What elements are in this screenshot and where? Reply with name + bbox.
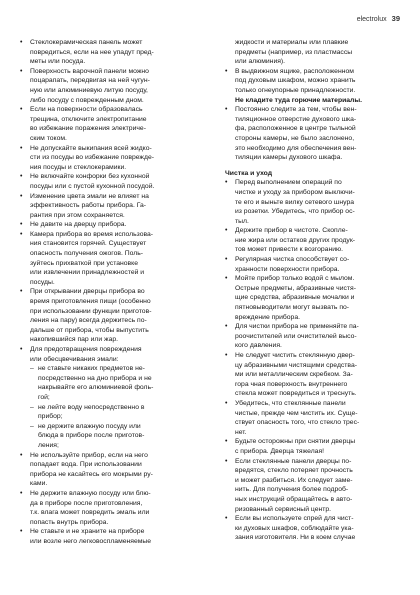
bullet-item-continuation: ским током. <box>30 134 67 142</box>
bullet-item-continuation: или возле него легковоспламеняемые <box>30 537 152 545</box>
bullet-item-continuation: ных инструкций обращайтесь в авто- <box>235 495 353 503</box>
bullet-item-continuation: попадает вода. При использовании <box>30 461 142 469</box>
bullet-item-continuation: поцарапать, передвигая на ней чугун- <box>30 77 150 85</box>
bullet-item-line: • В выдвижном ящике, расположенном <box>225 67 397 77</box>
bullet-item-continuation: трещина, отключите электропитание <box>30 115 147 123</box>
bullet-item-continuation: и может разбиться. Их следует замe- <box>235 476 353 484</box>
bullet-item-continuation: попасть внутрь прибора. <box>30 518 109 526</box>
bullet-item-continuation: из розетки. Убедитесь, что прибор ос- <box>235 208 355 216</box>
bullet-item-continuation: ния посуды и стеклокерамики. <box>30 163 127 171</box>
bullet-item-continuation: тиляции камеры духового шкафа. <box>235 154 343 162</box>
bullet-item-line: • Изменение цвета эмали не влияет на <box>20 192 192 202</box>
bullet-item-line: • Камера прибора во время использова- <box>20 230 192 240</box>
bullet-item-continuation: ризованный сервисный центр. <box>235 505 332 513</box>
bullet-item-continuation: ную или алюминиевую литую посуду, <box>30 86 148 94</box>
bullet-item-continuation: чистые, прежде чем чистить их. Суще- <box>235 409 358 417</box>
bullet-item-continuation: эффективность работы прибора. Га- <box>30 202 147 210</box>
bullet-item-continuation: ками. <box>30 480 48 488</box>
bullet-item-continuation: посуды или с пустой кухонной посудой. <box>30 182 155 190</box>
bullet-item-continuation: либо посуду с поврежденным дном. <box>30 96 144 104</box>
bullet-item-continuation: чистке и уходу за прибором выключи- <box>235 188 355 196</box>
bullet-item-line: • Для предотвращения повреждения <box>20 345 192 355</box>
bullet-item-continuation: щие средства, абразивные мочалки и <box>235 294 355 302</box>
bullet-item-continuation: нет. <box>235 428 247 436</box>
bullet-item-continuation: меты или посуда. <box>30 58 86 66</box>
bullet-item-continuation: или обесцвечивания эмали: <box>30 355 119 363</box>
dash-item-line: – не лейте воду непосредственно в <box>20 403 192 413</box>
bullet-item-line: • Убедитесь, что стеклянные панели <box>225 399 397 409</box>
bullet-item-continuation: вреждение прибора. <box>235 313 300 321</box>
bullet-item-continuation: время приготовления пищи (особенно <box>30 298 151 306</box>
bullet-item-continuation: кого давления. <box>235 342 282 350</box>
bullet-item-continuation: фа, расположенное в центре тыльной <box>235 125 356 133</box>
bullet-item-continuation: зания изготовителя. Ни в коем случае <box>235 534 356 542</box>
bullet-item-line: • Не давите на дверцу прибора. <box>20 220 192 230</box>
bullet-item-continuation: зуйтесь прихваткой при установке <box>30 259 138 267</box>
bullet-item-line: • Если вы используете спрей для чист- <box>225 514 397 524</box>
dash-item-continuation: посредственно на дно прибора и не <box>38 374 152 382</box>
bullet-item-continuation: это необходимо для обеспечения вен- <box>235 144 357 152</box>
bullet-item-continuation: ropa чная поверхность внутреннего <box>235 380 348 388</box>
bullet-item-continuation: только огнеупорные принадлежности. <box>235 86 356 94</box>
bullet-item-continuation: тов может привести к возгоранию. <box>235 246 343 254</box>
bullet-item-continuation: прибора не касайтесь его мокрыми ру- <box>30 470 153 478</box>
bullet-item-continuation: тыл. <box>235 217 249 225</box>
bullet-item-continuation: ние жира или остатков других продук- <box>235 236 356 244</box>
dash-item-line: – не ставьте никаких предметов не- <box>20 364 192 374</box>
bullet-item-line: • Будьте осторожны при снятии дверцы <box>225 437 397 447</box>
bullet-item-continuation: жидкости и материалы или плавкие <box>235 39 349 46</box>
dash-item-line: – не держите влажную посуду или <box>20 422 192 432</box>
bullet-item-continuation: посуды. <box>30 278 55 286</box>
bullet-item-line: • Постоянно следите за тем, чтобы вен- <box>225 105 397 115</box>
bullet-item-continuation: хранности поверхности прибора. <box>235 265 340 273</box>
bullet-item-continuation: с прибора. Дверца тяжелая! <box>235 447 325 455</box>
left-column <box>20 38 192 546</box>
dash-item-continuation: блюда в приборе после приготов- <box>38 432 145 440</box>
bullet-item-line: • Держите прибор в чистоте. Скопле- <box>225 226 397 236</box>
bullet-item-line: • Не используйте прибор, если на него <box>20 451 192 461</box>
bullet-item-continuation: нить. Для получения более подроб- <box>235 486 349 494</box>
bullet-item-continuation: под духовым шкафом, можно хранить <box>235 77 356 85</box>
bullet-item-continuation: ствует опасность того, что стекло трес- <box>235 419 360 427</box>
bullet-item-line: • Стеклокерамическая панель может <box>20 38 192 48</box>
bullet-item-continuation: стороны камеры, не было заслонено, <box>235 134 355 142</box>
bullet-item-line: • Не держите влажную посуду или блю- <box>20 489 192 499</box>
bullet-item-continuation: опасность получения ожогов. Поль- <box>30 250 144 258</box>
dash-item-continuation: ления; <box>38 441 59 449</box>
bullet-item-line: • Не ставьте и не храните на приборе <box>20 527 192 537</box>
page-number: 39 <box>391 14 400 23</box>
bullet-item-continuation: те его и выньте вилку сетевого шнура <box>235 198 355 206</box>
brand-name: electrolux <box>356 16 387 23</box>
page-header <box>357 14 400 23</box>
bullet-item-continuation: цу абразивными чистящими средства- <box>235 361 357 369</box>
bullet-item-line: • Если на поверхности образовалась <box>20 105 192 115</box>
bullet-item-continuation: повредиться, если на нее упадут пред- <box>30 48 154 56</box>
dash-item-continuation: гой; <box>38 393 50 401</box>
dash-item-continuation: накрывайте его алюминиевой фоль- <box>38 384 154 392</box>
bullet-item-line: • Не следует чистить стеклянную двер- <box>225 351 397 361</box>
bullet-item-line: • Мойте прибор только водой с мылом. <box>225 274 397 284</box>
bullet-item-continuation: сти из посуды во избежание поврежде- <box>30 154 154 162</box>
bullet-item-line: • Для чистки прибора не применяйте па- <box>225 322 397 332</box>
bullet-item-continuation: дальше от прибора, чтобы выпустить <box>30 326 149 334</box>
bullet-item-line: • Если стеклянные панели дверцы по- <box>225 457 397 467</box>
bullet-item-continuation: т.к. влага может повредить эмаль или <box>30 509 150 517</box>
bullet-item-continuation: ми или металлическим скребком. За- <box>235 371 353 379</box>
bullet-item-continuation: или алюминия). <box>235 58 286 66</box>
bullet-item-continuation: тиляционное отверстие духового шка- <box>235 115 357 123</box>
bullet-item-continuation: роочистителей или очистителей высо- <box>235 332 357 340</box>
bullet-item-continuation: во избежание поражения электриче- <box>30 125 146 133</box>
bullet-item-line: • Не допускайте выкипания всей жидко- <box>20 144 192 154</box>
bullet-item-continuation: пятновыводители могут вызвать по- <box>235 304 350 312</box>
bullet-item-continuation: вредятся, стекло потеряет прочность <box>235 467 353 475</box>
dash-item-continuation: прибор; <box>38 413 63 421</box>
bullet-item-continuation: ления на пару) всегда держитесь по- <box>30 317 147 325</box>
bullet-item-continuation: Острые предметы, абразивные чистя- <box>235 284 356 292</box>
section-heading: Чистка и уход <box>225 169 273 177</box>
bullet-item-continuation: при использовании функции приготов- <box>30 307 152 315</box>
bullet-item-line: • Регулярная чистка способствует со- <box>225 255 397 265</box>
bullet-item-line: • Перед выполнением операций по <box>225 178 397 188</box>
warning-line: Не кладите туда горючие материалы. <box>235 96 363 104</box>
bullet-item-continuation: накопившийся пар или жар. <box>30 336 119 344</box>
bullet-item-continuation: стекла может повредиться и треснуть. <box>235 390 357 398</box>
bullet-item-continuation: или извлечении принадлежностей и <box>30 269 145 277</box>
bullet-item-continuation: да в приборе после приготовления, <box>30 499 143 507</box>
bullet-item-line: • Не включайте конфорки без кухонной <box>20 172 192 182</box>
bullet-item-continuation: ния становится горячей. Существует <box>30 240 147 248</box>
right-column <box>225 38 397 543</box>
bullet-item-continuation: ки духовых шкафов, соблюдайте ука- <box>235 524 354 532</box>
bullet-item-line: • При открывании дверцы прибора во <box>20 287 192 297</box>
bullet-item-line: • Поверхность варочной панели можно <box>20 67 192 77</box>
bullet-item-continuation: рантия при этом сохраняется. <box>30 211 125 219</box>
bullet-item-continuation: предметы (например, из пластмассы <box>235 48 353 56</box>
